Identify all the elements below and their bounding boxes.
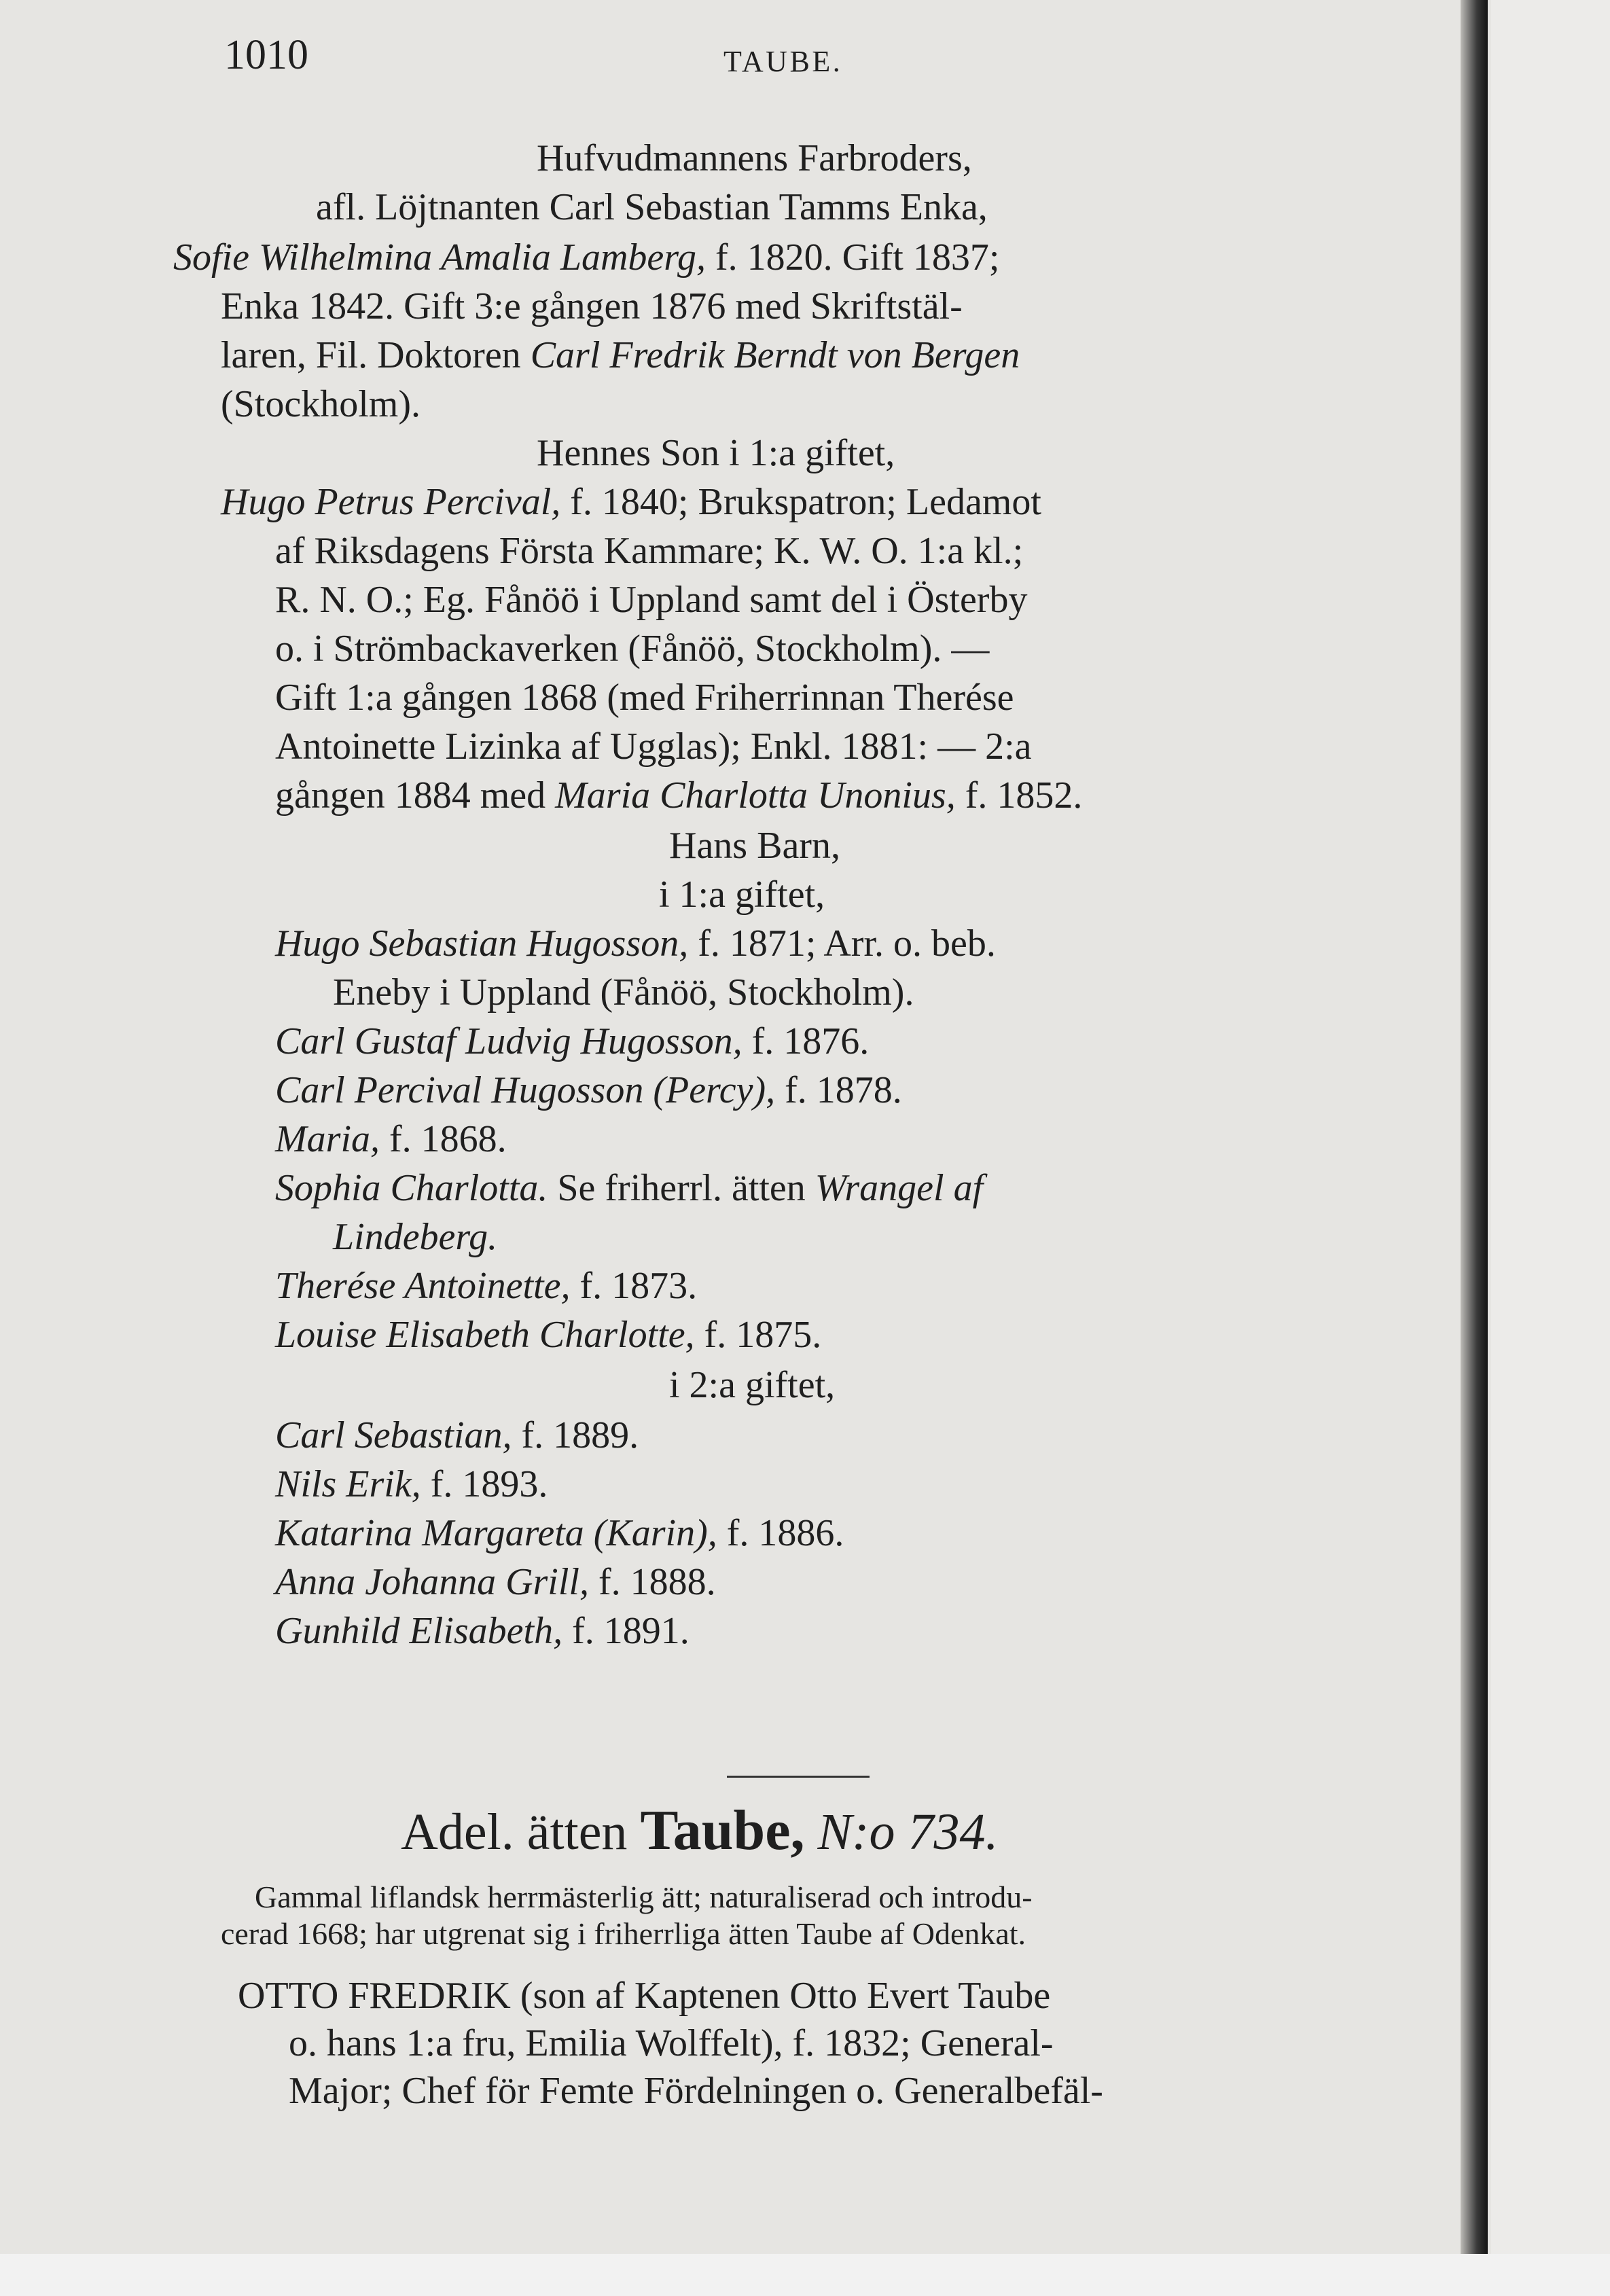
plain-text: f. 1891. bbox=[562, 1610, 690, 1652]
text-line bbox=[275, 1413, 639, 1458]
italic-name: Maria, bbox=[275, 1118, 380, 1160]
section-intro-1: Gammal liflandsk herrmästerlig ätt; naturaliserad och introdu- bbox=[255, 1880, 1033, 1914]
italic-name: Nils Erik, bbox=[275, 1463, 421, 1505]
italic-name: Maria Charlotta Unonius, bbox=[555, 774, 956, 817]
italic-name: Therése Antoinette, bbox=[275, 1265, 571, 1307]
entry-line-1: OTTO FREDRIK (son af Kaptenen Otto Evert Taube bbox=[238, 1975, 1051, 2017]
plain-text: f. 1878. bbox=[775, 1069, 902, 1111]
text-line bbox=[275, 1462, 548, 1507]
entry-line-3: Major; Chef för Femte Fördelningen o. Generalbefäl- bbox=[289, 2070, 1103, 2112]
plain-text: f. 1888. bbox=[588, 1561, 716, 1603]
plain-text: f. 1893. bbox=[421, 1463, 548, 1505]
page-number: 1010 bbox=[224, 32, 308, 78]
plain-text: f. 1875. bbox=[694, 1314, 822, 1356]
plain-text: f. 1840; Brukspatron; Ledamot bbox=[560, 481, 1041, 523]
text-line bbox=[275, 1312, 821, 1357]
plain-text: Se friherrl. ätten bbox=[548, 1167, 815, 1209]
text-line bbox=[275, 1511, 844, 1556]
italic-name: Gunhild Elisabeth, bbox=[275, 1610, 563, 1652]
plain-text: f. 1873. bbox=[570, 1265, 698, 1307]
scan-margin bbox=[0, 2254, 1610, 2296]
italic-name: Anna Johanna Grill, bbox=[275, 1561, 589, 1603]
heading-number: N:o 734. bbox=[804, 1804, 999, 1861]
section-intro-2: cerad 1668; har utgrenat sig i friherrliga ätten Taube af Odenkat. bbox=[221, 1916, 1026, 1951]
entry-line-2: o. hans 1:a fru, Emilia Wolffelt), f. 1832; General- bbox=[289, 2022, 1054, 2064]
text-line bbox=[275, 1560, 716, 1604]
italic-name: Louise Elisabeth Charlotte, bbox=[275, 1314, 695, 1356]
heading-prefix: Adel. ätten bbox=[401, 1804, 641, 1861]
text-line: Antoinette Lizinka af Ugglas); Enkl. 1881: — 2:a bbox=[275, 725, 1032, 768]
text-line bbox=[275, 1117, 507, 1162]
text-line bbox=[221, 333, 1020, 378]
text-line bbox=[221, 480, 1041, 524]
running-title: TAUBE. bbox=[723, 45, 843, 78]
book-spine-shadow bbox=[1461, 0, 1488, 2254]
plain-text: f. 1889. bbox=[512, 1414, 639, 1456]
italic-name: Carl Sebastian, bbox=[275, 1414, 512, 1456]
italic-name: Sophia Charlotta. bbox=[275, 1167, 548, 1209]
text-line: Eneby i Uppland (Fånöö, Stockholm). bbox=[333, 971, 914, 1014]
plain-text: gången 1884 med bbox=[275, 774, 556, 817]
text-line bbox=[275, 1263, 697, 1308]
text-line bbox=[275, 1019, 869, 1064]
text-line: R. N. O.; Eg. Fånöö i Uppland samt del i Österby bbox=[275, 579, 1028, 621]
text-line: Hans Barn, bbox=[669, 825, 840, 867]
italic-name: Carl Percival Hugosson (Percy), bbox=[275, 1069, 776, 1111]
text-line bbox=[275, 1609, 690, 1653]
text-line bbox=[275, 1068, 902, 1113]
plain-text: f. 1886. bbox=[717, 1512, 844, 1554]
text-line bbox=[333, 1215, 497, 1259]
text-line: Enka 1842. Gift 3:e gången 1876 med Skriftstäl- bbox=[221, 285, 963, 327]
text-line: i 2:a giftet, bbox=[669, 1364, 836, 1406]
text-line: Hufvudmannens Farbroders, bbox=[537, 137, 972, 179]
text-line: o. i Strömbackaverken (Fånöö, Stockholm). — bbox=[275, 628, 990, 670]
italic-name: Hugo Petrus Percival, bbox=[221, 481, 561, 523]
italic-name: Lindeberg. bbox=[333, 1216, 498, 1258]
plain-text: f. 1871; Arr. o. beb. bbox=[688, 922, 996, 965]
section-heading bbox=[401, 1800, 998, 1863]
text-line: i 1:a giftet, bbox=[659, 874, 825, 916]
italic-name: Katarina Margareta (Karin), bbox=[275, 1512, 717, 1554]
text-line bbox=[275, 921, 996, 966]
heading-name: Taube, bbox=[640, 1799, 805, 1862]
text-line bbox=[173, 235, 999, 280]
plain-text: f. 1868. bbox=[380, 1118, 507, 1160]
text-line: afl. Löjtnanten Carl Sebastian Tamms Enka, bbox=[316, 186, 988, 228]
text-line: Hennes Son i 1:a giftet, bbox=[537, 432, 895, 474]
plain-text: f. 1820. Gift 1837; bbox=[705, 236, 1000, 279]
text-line: (Stockholm). bbox=[221, 383, 421, 425]
plain-text: laren, Fil. Doktoren bbox=[221, 334, 531, 376]
text-line: af Riksdagens Första Kammare; K. W. O. 1:a kl.; bbox=[275, 530, 1024, 572]
italic-name: Carl Fredrik Berndt von Bergen bbox=[530, 334, 1020, 376]
plain-text: f. 1876. bbox=[742, 1020, 870, 1062]
italic-name: Wrangel af bbox=[815, 1167, 984, 1209]
text-line bbox=[275, 1166, 983, 1210]
text-line: Gift 1:a gången 1868 (med Friherrinnan Therése bbox=[275, 677, 1014, 719]
italic-name: Hugo Sebastian Hugosson, bbox=[275, 922, 689, 965]
text-line bbox=[275, 773, 1082, 818]
italic-name: Carl Gustaf Ludvig Hugosson, bbox=[275, 1020, 743, 1062]
divider-rule bbox=[727, 1776, 870, 1778]
plain-text: f. 1852. bbox=[955, 774, 1083, 817]
italic-name: Sofie Wilhelmina Amalia Lamberg, bbox=[173, 236, 706, 279]
